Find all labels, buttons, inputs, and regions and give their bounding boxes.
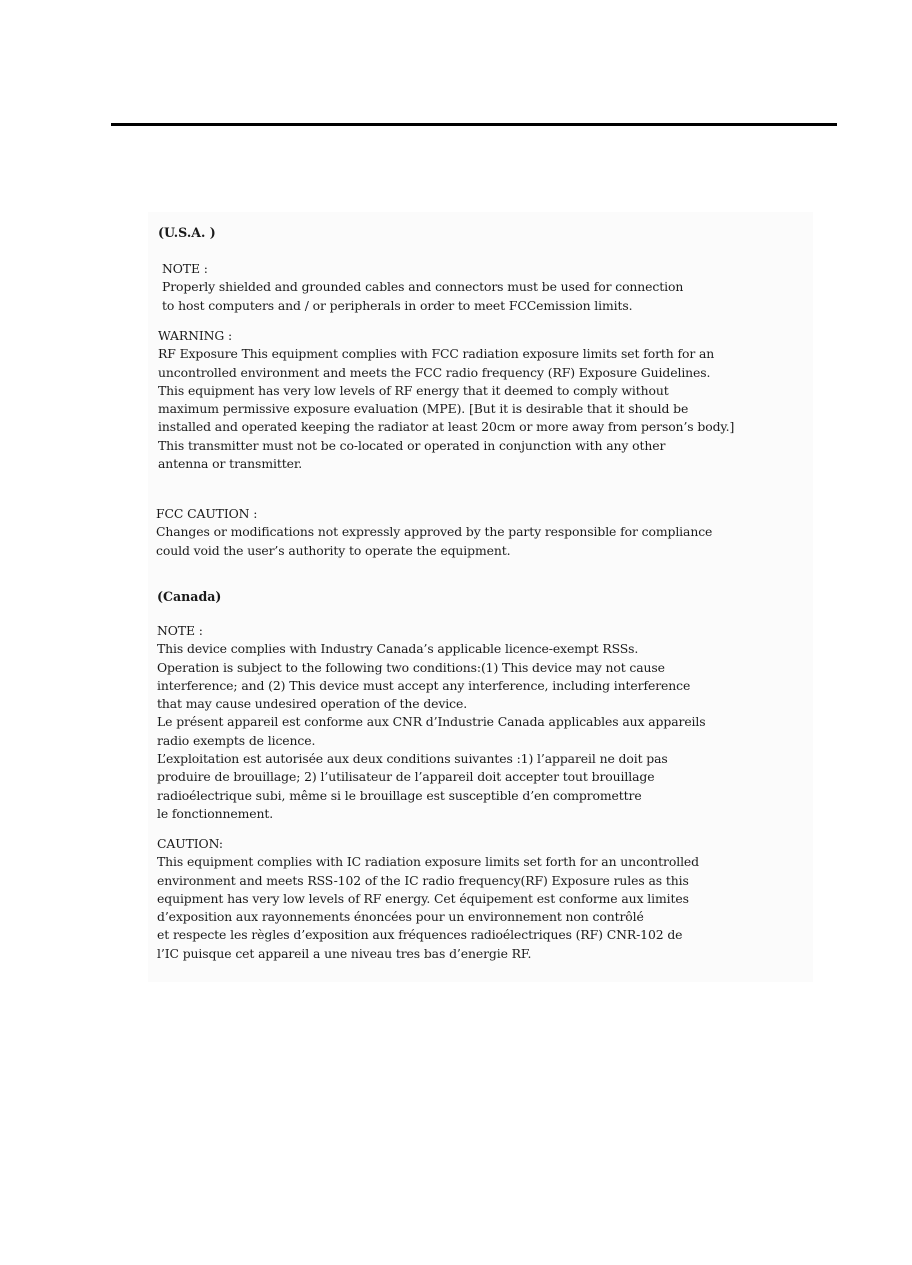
canada-caution-line: environment and meets RSS-102 of the IC radio frequency(RF) Exposure rules as this <box>157 872 689 888</box>
usa-warning-line: maximum permissive exposure evaluation (MPE). [But it is desirable that it should be <box>158 401 689 417</box>
canada-note-line: Le présent appareil est conforme aux CNR d’Industrie Canada applicables aux appareils <box>157 714 706 730</box>
canada-heading: (Canada) <box>157 589 222 604</box>
top-horizontal-rule <box>111 123 837 126</box>
fcc-caution-section <box>156 505 712 560</box>
usa-note-label: NOTE : <box>162 261 208 276</box>
canada-note-line: radio exempts de licence. <box>157 732 316 748</box>
canada-caution-section <box>157 835 699 963</box>
canada-note-label: NOTE : <box>157 623 203 638</box>
canada-caution-line: et respecte les règles d’exposition aux fréquences radioélectriques (RF) CNR-102 de <box>157 927 683 943</box>
canada-note-line: produire de brouillage; 2) l’utilisateur de l’appareil doit accepter tout brouillage <box>157 769 655 785</box>
usa-note-line: to host computers and / or peripherals in order to meet FCCemission limits. <box>162 297 633 313</box>
canada-note-line: that may cause undesired operation of the device. <box>157 696 468 712</box>
usa-warning-line: uncontrolled environment and meets the FCC radio frequency (RF) Exposure Guidelines. <box>158 364 711 380</box>
usa-warning-section <box>158 327 734 473</box>
usa-note-section <box>162 260 683 315</box>
canada-note-line: radioélectrique subi, même si le brouillage est susceptible d’en compromettre <box>157 787 642 803</box>
usa-heading: (U.S.A. ) <box>158 225 216 240</box>
canada-note-line: interference; and (2) This device must accept any interference, including interference <box>157 677 691 693</box>
usa-note-line: Properly shielded and grounded cables and connectors must be used for connection <box>162 279 684 295</box>
canada-note-line: This device complies with Industry Canada’s applicable licence-exempt RSSs. <box>157 641 639 657</box>
canada-caution-line: equipment has very low levels of RF energy. Cet équipement est conforme aux limites <box>157 890 689 906</box>
canada-note-line: le fonctionnement. <box>157 805 274 821</box>
fcc-caution-line: Changes or modifications not expressly approved by the party responsible for compliance <box>156 524 713 540</box>
canada-note-line: Operation is subject to the following two conditions:(1) This device may not cause <box>157 659 665 675</box>
canada-caution-label: CAUTION: <box>157 836 223 851</box>
canada-caution-line: l’IC puisque cet appareil a une niveau tres bas d’energie RF. <box>157 945 532 961</box>
canada-caution-line: This equipment complies with IC radiation exposure limits set forth for an uncontrolled <box>157 854 699 870</box>
canada-caution-line: d’exposition aux rayonnements énoncées pour un environnement non contrôlé <box>157 909 644 925</box>
usa-warning-line: antenna or transmitter. <box>158 456 303 472</box>
fcc-caution-line: could void the user’s authority to operate the equipment. <box>156 542 511 558</box>
usa-warning-line: installed and operated keeping the radiator at least 20cm or more away from person’s body.] <box>158 419 735 435</box>
usa-warning-line: RF Exposure This equipment complies with FCC radiation exposure limits set forth for an <box>158 346 715 362</box>
canada-note-line: L’exploitation est autorisée aux deux conditions suivantes :1) l’appareil ne doit pas <box>157 751 668 767</box>
usa-warning-label: WARNING : <box>158 328 233 343</box>
canada-note-section <box>157 622 706 823</box>
usa-warning-line: This transmitter must not be co-located or operated in conjunction with any other <box>158 437 666 453</box>
usa-warning-line: This equipment has very low levels of RF energy that it deemed to comply without <box>158 382 669 398</box>
fcc-caution-label: FCC CAUTION : <box>156 506 258 521</box>
